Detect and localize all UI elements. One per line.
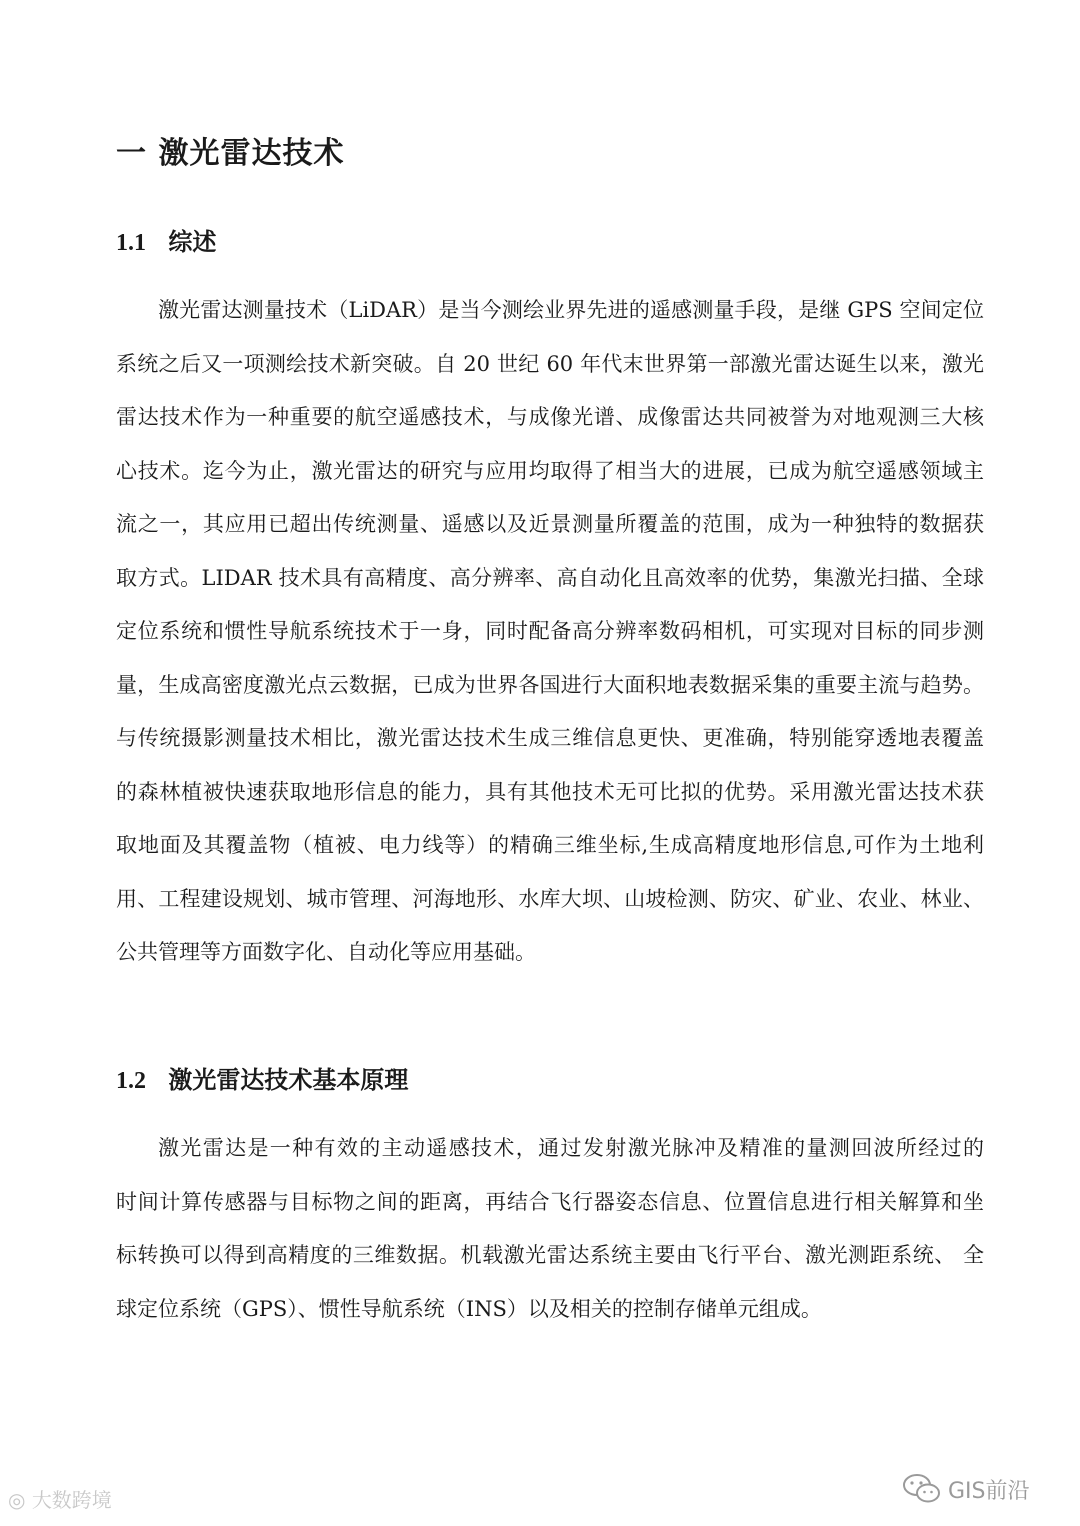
- section-number: 1.2: [116, 1068, 146, 1094]
- section-number: 1.1: [116, 230, 146, 256]
- paragraph-line: 公共管理等方面数字化、自动化等应用基础。: [116, 940, 536, 964]
- section-1-2-paragraph: [116, 1122, 984, 1336]
- brand-logo-icon: ◎: [8, 1488, 32, 1512]
- watermark-left: [8, 1484, 112, 1513]
- paragraph-line: 雷达技术作为一种重要的航空遥感技术，与成像光谱、成像雷达共同被誉为对地观测三大核: [116, 405, 984, 429]
- paragraph-line: 激光雷达是一种有效的主动遥感技术，通过发射激光脉冲及精准的量测回波所经过的: [158, 1136, 984, 1160]
- paragraph-line: 的森林植被快速获取地形信息的能力，具有其他技术无可比拟的优势。采用激光雷达技术获: [116, 779, 984, 804]
- paragraph-line: 系统之后又一项测绘技术新突破。自 20 世纪 60 年代末世界第一部激光雷达诞生以来，激光: [116, 351, 984, 376]
- chapter-heading: 一 激光雷达技术: [116, 136, 345, 171]
- paragraph-line: 球定位系统（GPS）、惯性导航系统（INS）以及相关的控制存储单元组成。: [116, 1296, 822, 1321]
- paragraph-line: 与传统摄影测量技术相比，激光雷达技术生成三维信息更快、更准确，特别能穿透地表覆盖: [116, 726, 984, 750]
- watermark-right: [902, 1472, 1030, 1506]
- section-heading-1-2: [116, 1060, 408, 1095]
- watermark-right-text: GIS前沿: [948, 1478, 1030, 1504]
- paragraph-line: 心技术。迄今为止，激光雷达的研究与应用均取得了相当大的进展，已成为航空遥感领域主: [116, 458, 984, 483]
- section-title: 激光雷达技术基本原理: [168, 1066, 409, 1094]
- section-1-1-paragraph: [116, 284, 984, 980]
- section-heading-1-1: [116, 222, 216, 257]
- paragraph-line: 标转换可以得到高精度的三维数据。机载激光雷达系统主要由飞行平台、激光测距系统、 全: [116, 1243, 984, 1267]
- wechat-icon: [902, 1472, 942, 1506]
- paragraph-line: 取方式。LIDAR 技术具有高精度、高分辨率、高自动化且高效率的优势，集激光扫描、全球: [116, 565, 984, 590]
- paragraph-line: 流之一，其应用已超出传统测量、遥感以及近景测量所覆盖的范围，成为一种独特的数据获: [116, 512, 984, 536]
- paragraph-line: 激光雷达测量技术（LiDAR）是当今测绘业界先进的遥感测量手段，是继 GPS 空间定位: [158, 298, 984, 322]
- paragraph-line: 用、工程建设规划、城市管理、河海地形、水库大坝、山坡检测、防灾、矿业、农业、林业、: [116, 886, 984, 911]
- watermark-left-text: 大数跨境: [31, 1488, 112, 1512]
- paragraph-line: 量，生成高密度激光点云数据，已成为世界各国进行大面积地表数据采集的重要主流与趋势。: [116, 672, 984, 697]
- paragraph-line: 定位系统和惯性导航系统技术于一身，同时配备高分辨率数码相机，可实现对目标的同步测: [116, 619, 984, 643]
- section-title: 综述: [168, 228, 217, 256]
- paragraph-line: 时间计算传感器与目标物之间的距离，再结合飞行器姿态信息、位置信息进行相关解算和坐: [116, 1189, 984, 1214]
- paragraph-line: 取地面及其覆盖物（植被、电力线等）的精确三维坐标,生成高精度地形信息,可作为土地利: [116, 833, 984, 857]
